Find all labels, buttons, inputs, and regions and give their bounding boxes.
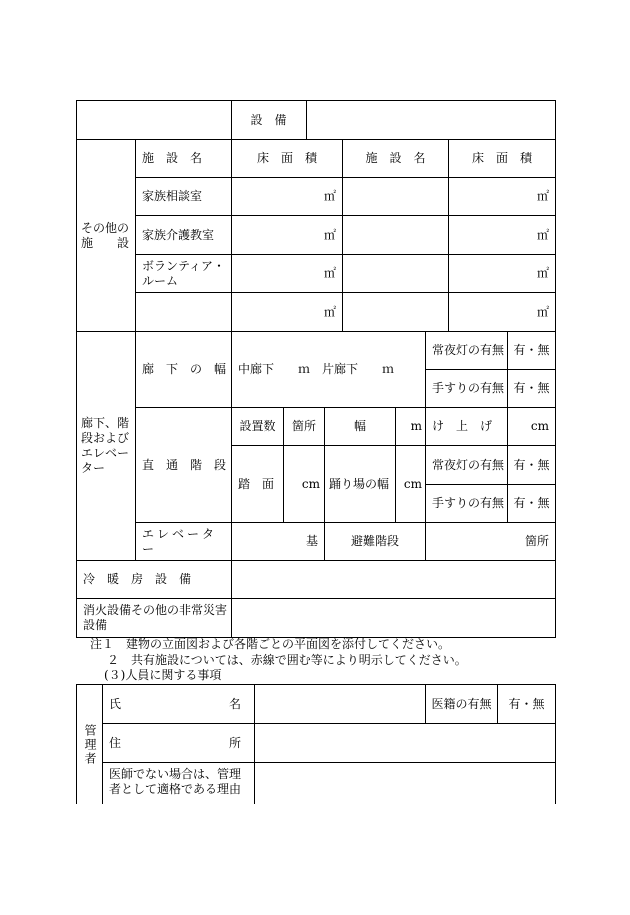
corridor-handrail-yesno[interactable]: 有・無 xyxy=(513,381,550,395)
fire-equipment-value[interactable] xyxy=(232,599,555,637)
evacuation-stairs-unit[interactable]: 箇所 xyxy=(524,534,549,548)
stairs-tread-unit[interactable]: cm xyxy=(301,476,320,491)
stairs-label: 直 通 階 段 xyxy=(142,457,227,472)
other-row-1-area2[interactable]: ㎡ xyxy=(536,189,549,203)
other-row-2-name2[interactable] xyxy=(343,216,448,254)
other-row-3-area2[interactable]: ㎡ xyxy=(536,266,549,280)
section-heading: (３)人員に関する事項 xyxy=(104,668,222,682)
stairs-riser-unit[interactable]: cm xyxy=(530,419,549,433)
other-row-3-name2[interactable] xyxy=(343,255,448,292)
other-facilities-label-text: その他の施 設 xyxy=(81,220,130,250)
note-1: 注１ 建物の立面図および各階ごとの平面図を添付してください。 xyxy=(90,637,451,651)
stairs-night-light-label: 常夜灯の有無 xyxy=(432,457,505,472)
other-row-1-name: 家族相談室 xyxy=(142,189,203,203)
other-row-4-name[interactable] xyxy=(136,293,231,331)
manager-reason-value[interactable] xyxy=(255,763,555,804)
manager-address-value[interactable] xyxy=(255,724,555,762)
other-row-2-area[interactable]: ㎡ xyxy=(323,227,336,242)
other-col-area2: 床 面 積 xyxy=(471,151,532,165)
doctor-registry-yesno[interactable]: 有・無 xyxy=(508,696,545,711)
stairs-width-unit[interactable]: m xyxy=(410,419,422,433)
stairs-landing-label: 踊り場の幅 xyxy=(329,476,390,491)
doctor-registry-label: 医籍の有無 xyxy=(431,696,492,711)
corridor-label: 廊下、階段およびエレベーター xyxy=(81,416,130,475)
manager-name-label: 氏 名 xyxy=(109,696,242,711)
stairs-handrail-yesno[interactable]: 有・無 xyxy=(513,496,550,510)
other-row-3-name: ボランティア・ルーム xyxy=(142,258,226,288)
other-col-name: 施 設 名 xyxy=(142,151,203,165)
corridor-handrail-label: 手すりの有無 xyxy=(432,381,505,395)
other-col-name2: 施 設 名 xyxy=(365,151,426,165)
corridor-night-light-yesno[interactable]: 有・無 xyxy=(513,343,550,357)
stairs-landing-unit[interactable]: cm xyxy=(403,476,422,491)
elevator-unit[interactable]: 基 xyxy=(305,534,318,548)
other-row-4-name2[interactable] xyxy=(343,293,448,331)
corridor-width-value[interactable]: 中廊下 ｍ 片廊下 ｍ xyxy=(238,362,395,376)
manager-address-label: 住 所 xyxy=(109,735,242,750)
other-row-2-area2[interactable]: ㎡ xyxy=(536,227,549,242)
evacuation-stairs-label: 避難階段 xyxy=(350,534,399,548)
manager-label: 管理者 xyxy=(83,723,97,766)
note-2: ２ 共有施設については、赤線で囲む等により明示してください。 xyxy=(107,653,467,667)
other-row-1-area[interactable]: ㎡ xyxy=(323,189,336,203)
other-row-4-area2[interactable]: ㎡ xyxy=(536,304,549,319)
facilities-header-blank[interactable] xyxy=(307,101,555,139)
hvac-value[interactable] xyxy=(232,561,555,598)
elevator-label: エレベーター xyxy=(142,526,218,556)
other-col-area: 床 面 積 xyxy=(256,151,317,165)
other-row-3-area[interactable]: ㎡ xyxy=(323,266,336,280)
stairs-riser-label: け 上 げ xyxy=(432,419,493,433)
manager-reason-label: 医師でない場合は、管理者として適格である理由 xyxy=(109,767,242,796)
stairs-handrail-label: 手すりの有無 xyxy=(432,496,505,510)
corridor-width-label: 廊 下 の 幅 xyxy=(142,362,227,376)
hvac-label: 冷 暖 房 設 備 xyxy=(83,572,192,586)
facilities-header-text: 設 備 xyxy=(250,112,287,127)
corridor-night-light-label: 常夜灯の有無 xyxy=(432,343,505,357)
other-facilities-label xyxy=(77,140,135,331)
other-row-2-name: 家族介護教室 xyxy=(142,227,215,242)
stairs-night-light-yesno[interactable]: 有・無 xyxy=(513,457,550,472)
stairs-count-unit[interactable]: 箇所 xyxy=(291,419,316,433)
facilities-header xyxy=(231,101,306,139)
stairs-tread-label: 踏 面 xyxy=(238,476,275,491)
other-row-4-area[interactable]: ㎡ xyxy=(323,304,336,319)
stairs-count-label: 設置数 xyxy=(239,419,276,433)
other-row-1-name2[interactable] xyxy=(343,178,448,215)
manager-name-value[interactable] xyxy=(255,685,425,723)
fire-equipment-label: 消火設備その他の非常災害設備 xyxy=(83,603,228,632)
stairs-width-label: 幅 xyxy=(353,419,366,433)
